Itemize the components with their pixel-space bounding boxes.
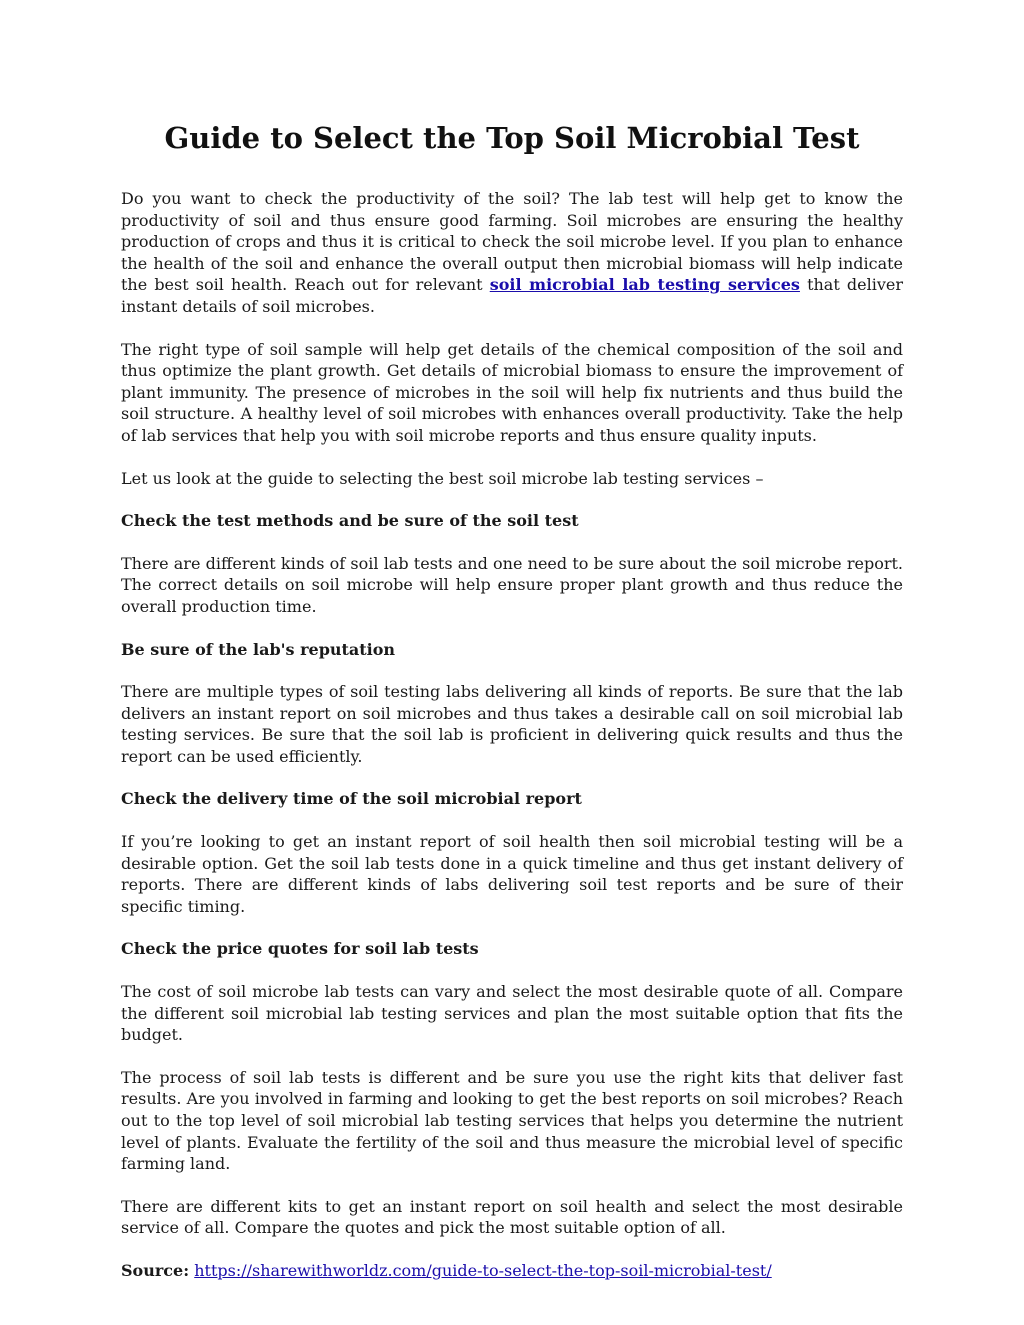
- section-heading-lab-reputation: Be sure of the lab's reputation: [121, 639, 396, 659]
- source-line: [121, 1260, 903, 1282]
- intro-text-before-link: Do you want to check the productivity of the soil? The lab test will help get to know the productivity of soil and thus ensure good farming. Soil microbes are ensuring the healthy production of crops and thus it is critical to check the soil microbe level. If you plan to enhance the health of the soil and enhance the overall output then microbial biomass will help indicate the best soil health. Reach out for relevant: [121, 189, 903, 295]
- closing-paragraph-2: There are different kits to get an instant report on soil health and select the most desirable service of all. Compare the quotes and pick the most suitable option of all.: [121, 1196, 903, 1238]
- section-heading-test-methods: Check the test methods and be sure of the soil test: [121, 511, 579, 531]
- section-body-price-quotes: The cost of soil microbe lab tests can vary and select the most desirable quote of all. Compare the different soil microbial lab testing services and plan the most suitable option that fits the budget.: [121, 982, 903, 1045]
- source-url-link[interactable]: https://sharewithworldz.com/guide-to-select-the-top-soil-microbial-test/: [194, 1260, 772, 1280]
- source-label: Source:: [121, 1260, 190, 1280]
- section-body-test-methods: There are different kinds of soil lab tests and one need to be sure about the soil microbe report. The correct details on soil microbe will help ensure proper plant growth and thus reduce the overall production time.: [121, 553, 903, 616]
- soil-microbial-services-link[interactable]: soil microbial lab testing services: [489, 275, 800, 295]
- section-body-lab-reputation: There are multiple types of soil testing labs delivering all kinds of reports. Be sure that the lab delivers an instant report on soil microbes and thus takes a desirable call on soil microbial lab testing services. Be sure that the soil lab is proficient in delivering quick results and thus the report can be used efficiently.: [121, 682, 903, 766]
- intro-text-after-link: that deliver instant details of soil microbes.: [121, 275, 903, 316]
- intro-paragraph: [121, 188, 903, 318]
- section-body-delivery-time: If you’re looking to get an instant report of soil health then soil microbial testing will be a desirable option. Get the soil lab tests done in a quick timeline and thus get instant delivery of reports. There are different kinds of labs delivering soil test reports and be sure of their specific timing.: [121, 832, 903, 916]
- closing-paragraph-1: The process of soil lab tests is different and be sure you use the right kits that deliver fast results. Are you involved in farming and looking to get the best reports on soil microbes? Reach out to the top level of soil microbial lab testing services that helps you determine the nutrient level of plants. Evaluate the fertility of the soil and thus measure the microbial level of specific farming land.: [121, 1067, 903, 1174]
- paragraph-3: Let us look at the guide to selecting the best soil microbe lab testing services –: [121, 468, 764, 488]
- section-heading-price-quotes: Check the price quotes for soil lab tests: [121, 939, 479, 959]
- document-page: [121, 118, 903, 1303]
- page-title: Guide to Select the Top Soil Microbial Test: [164, 121, 860, 155]
- section-heading-delivery-time: Check the delivery time of the soil microbial report: [121, 789, 582, 809]
- paragraph-2: The right type of soil sample will help get details of the chemical composition of the soil and thus optimize the plant growth. Get details of microbial biomass to ensure the improvement of plant immunity. The presence of microbes in the soil will help fix nutrients and thus build the soil structure. A healthy level of soil microbes with enhances overall productivity. Take the help of lab services that help you with soil microbe reports and thus ensure quality inputs.: [121, 339, 903, 445]
